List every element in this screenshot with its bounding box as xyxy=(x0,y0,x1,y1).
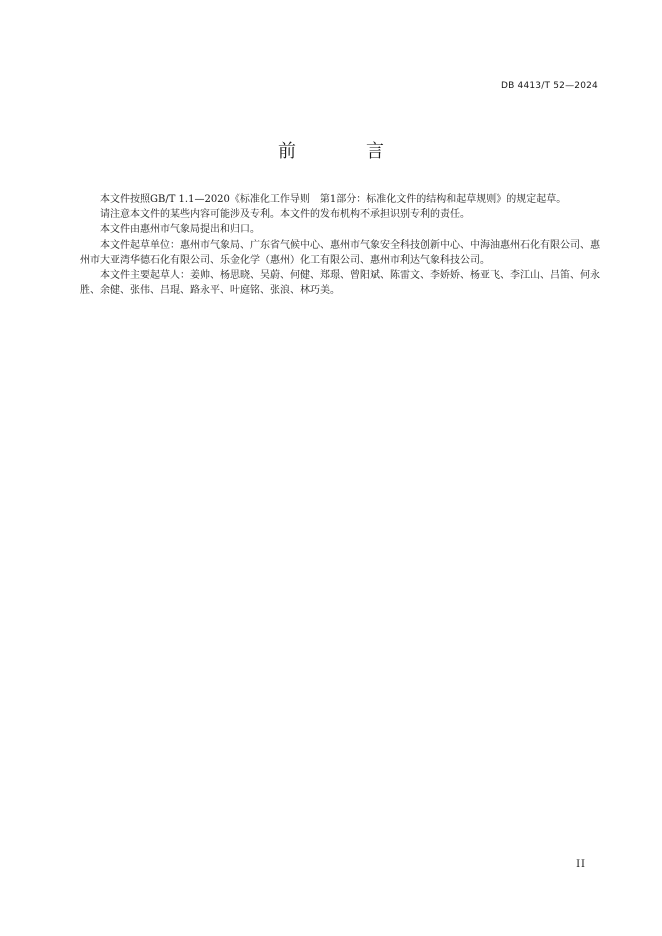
paragraph-drafting-basis: 本文件按照GB/T 1.1—2020《标准化工作导则 第1部分：标准化文件的结构和起草规则》的规定起草。 xyxy=(100,194,567,205)
paragraph-drafters: 本文件主要起草人：姜帅、杨思晓、吴蔚、何健、郑璟、曾阳斌、陈雷文、李娇娇、杨亚飞、李江山、吕笛、何永胜、余健、张伟、吕琨、路永平、叶庭铭、张浪、林巧美。 xyxy=(80,270,600,297)
page-title: 前 言 xyxy=(278,141,410,162)
paragraph-patent-notice: 请注意本文件的某些内容可能涉及专利。本文件的发布机构不承担识别专利的责任。 xyxy=(100,209,470,221)
document-code: DB 4413/T 52—2024 xyxy=(500,81,598,91)
paragraph-proposer: 本文件由惠州市气象局提出和归口。 xyxy=(100,224,260,236)
paragraph-drafting-units: 本文件起草单位：惠州市气象局、广东省气候中心、惠州市气象安全科技创新中心、中海油惠州石化有限公司、惠州市大亚湾华德石化有限公司、乐金化学（惠州）化工有限公司、惠州市利达气象科技公司。 xyxy=(80,239,600,266)
preface-body xyxy=(80,192,600,298)
page-number: II xyxy=(576,859,586,870)
